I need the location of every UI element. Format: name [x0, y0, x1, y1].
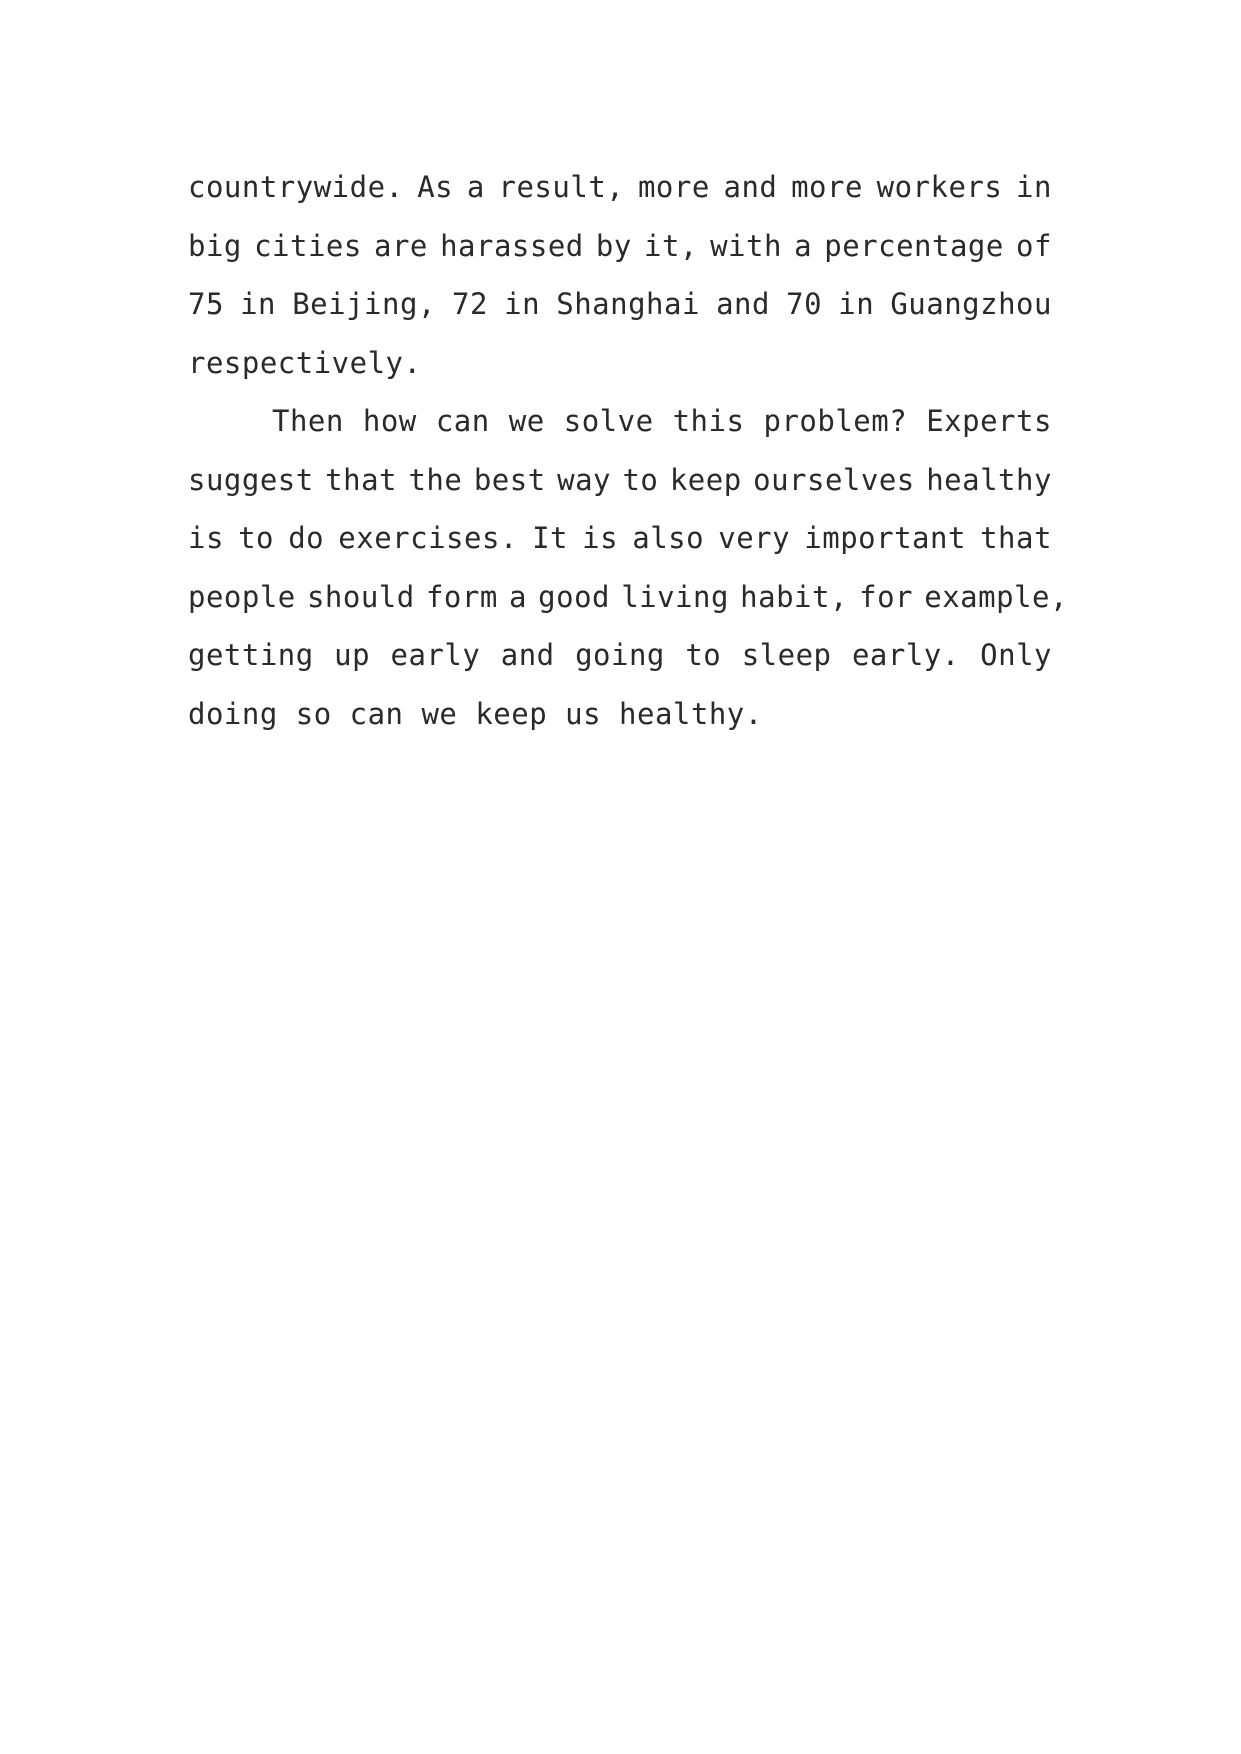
word: Then [272, 404, 344, 438]
word: up [334, 638, 371, 672]
word: way [557, 462, 611, 497]
word: going [575, 638, 665, 672]
word: Shanghai [556, 287, 700, 321]
word: living [621, 579, 729, 614]
word: in [504, 287, 541, 321]
word: we [508, 404, 545, 438]
word: example, [924, 579, 1068, 614]
word: habit, [740, 579, 848, 614]
word: Experts [926, 404, 1052, 438]
word: this [672, 404, 745, 438]
word: best [473, 462, 546, 497]
word: cities [254, 228, 362, 263]
text-line [188, 568, 1068, 627]
word: to [238, 521, 275, 555]
word: 72 [452, 287, 488, 321]
word: It [532, 521, 568, 555]
word: are [374, 228, 428, 263]
word: and [723, 170, 778, 204]
word: how [362, 404, 417, 438]
word: and [500, 638, 555, 672]
paragraph-2 [188, 392, 1068, 743]
word: result, [498, 170, 625, 204]
word: important [804, 521, 966, 555]
word: countrywide. [188, 170, 404, 204]
word: As [417, 170, 454, 204]
word: in [838, 287, 875, 321]
text-line [188, 509, 1052, 568]
word: do [288, 521, 325, 555]
word: percentage [824, 228, 1004, 263]
word: early. [851, 638, 960, 672]
word: to [622, 462, 659, 497]
word: getting [188, 638, 314, 672]
text-line [188, 158, 1052, 217]
word: form [425, 579, 498, 614]
word: Guangzhou [890, 287, 1052, 321]
word: workers [876, 170, 1003, 204]
text-line: respectively. [188, 345, 422, 380]
paragraph-1 [188, 158, 1068, 392]
word: is [188, 521, 224, 555]
word: more [637, 170, 710, 204]
word: exercises. [338, 521, 518, 555]
word: Only [980, 638, 1052, 672]
word: Beijing, [292, 287, 436, 321]
word: that [980, 521, 1052, 555]
word: big [188, 228, 242, 263]
text-line [188, 275, 1052, 334]
word: a [508, 579, 527, 614]
word: people [188, 579, 296, 614]
word: 70 [786, 287, 823, 321]
word: the [408, 462, 463, 497]
word: harassed [440, 228, 584, 263]
word: 75 [188, 287, 224, 321]
word: more [791, 170, 863, 204]
word: good [538, 579, 610, 614]
word: of [1016, 228, 1052, 263]
word: should [306, 579, 415, 614]
text-line [188, 451, 1052, 510]
text-line [188, 217, 1052, 276]
word: sleep [741, 638, 832, 672]
word: is [582, 521, 619, 555]
word: for [859, 579, 914, 614]
word: a [794, 228, 813, 263]
text-line [188, 392, 1052, 451]
word: very [718, 521, 791, 555]
word: problem? [763, 404, 908, 438]
word: to [685, 638, 722, 672]
word: it, [644, 228, 698, 263]
word: ourselves [753, 462, 915, 497]
body-text [188, 158, 1068, 743]
word: by [595, 228, 632, 263]
word: also [632, 521, 705, 555]
word: keep [669, 462, 742, 497]
word: solve [563, 404, 654, 438]
word: early [390, 638, 481, 672]
word: a [466, 170, 485, 204]
word: and [716, 287, 770, 321]
word: in [240, 287, 277, 321]
word: in [1016, 170, 1052, 204]
text-line: doing so can we keep us healthy. [188, 696, 763, 731]
word: with [710, 228, 782, 263]
word: that [325, 462, 398, 497]
word: healthy [926, 462, 1052, 497]
word: can [435, 404, 490, 438]
word: suggest [188, 462, 314, 497]
text-line [188, 626, 1052, 685]
